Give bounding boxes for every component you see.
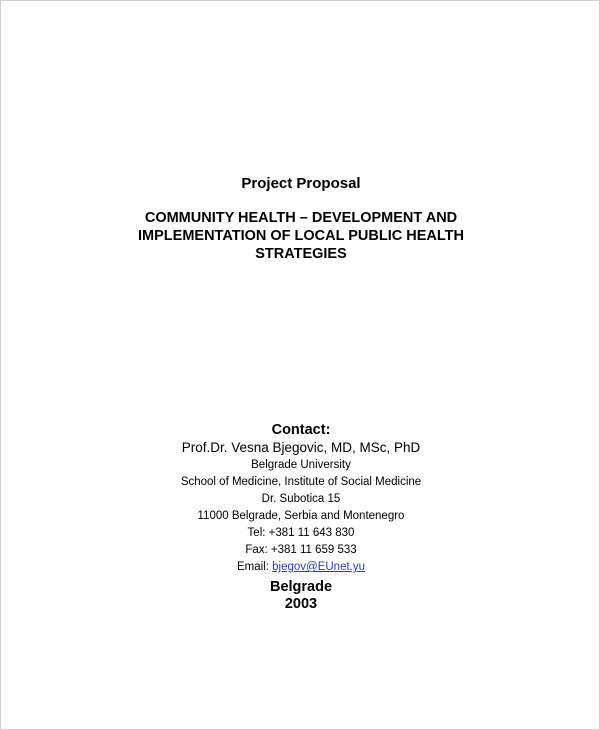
contact-tel: Tel: +381 11 643 830 (247, 527, 355, 539)
title-line-1: COMMUNITY HEALTH – DEVELOPMENT AND (144, 210, 458, 226)
place-and-year (1, 579, 600, 613)
contact-city: 11000 Belgrade, Serbia and Montenegro (197, 510, 405, 522)
email-label: Email: (236, 561, 269, 573)
document-title (1, 209, 600, 263)
contact-heading: Contact: (271, 422, 331, 438)
contact-name: Prof.Dr. Vesna Bjegovic, MD, MSc, PhD (181, 440, 421, 455)
contact-details (1, 457, 600, 576)
title-line-3: STRATEGIES (255, 246, 347, 262)
contact-university: Belgrade University (251, 459, 351, 471)
contact-fax: Fax: +381 11 659 533 (245, 544, 357, 556)
document-type: Project Proposal (241, 175, 361, 192)
contact-street: Dr. Subotica 15 (261, 493, 341, 505)
title-line-2: IMPLEMENTATION OF LOCAL PUBLIC HEALTH (138, 228, 464, 244)
email-link[interactable]: bjegov@EUnet.yu (272, 561, 366, 573)
year: 2003 (284, 596, 318, 612)
contact-email-line (1, 559, 600, 576)
contact-institute: School of Medicine, Institute of Social Medicine (180, 476, 422, 488)
place: Belgrade (269, 579, 333, 595)
